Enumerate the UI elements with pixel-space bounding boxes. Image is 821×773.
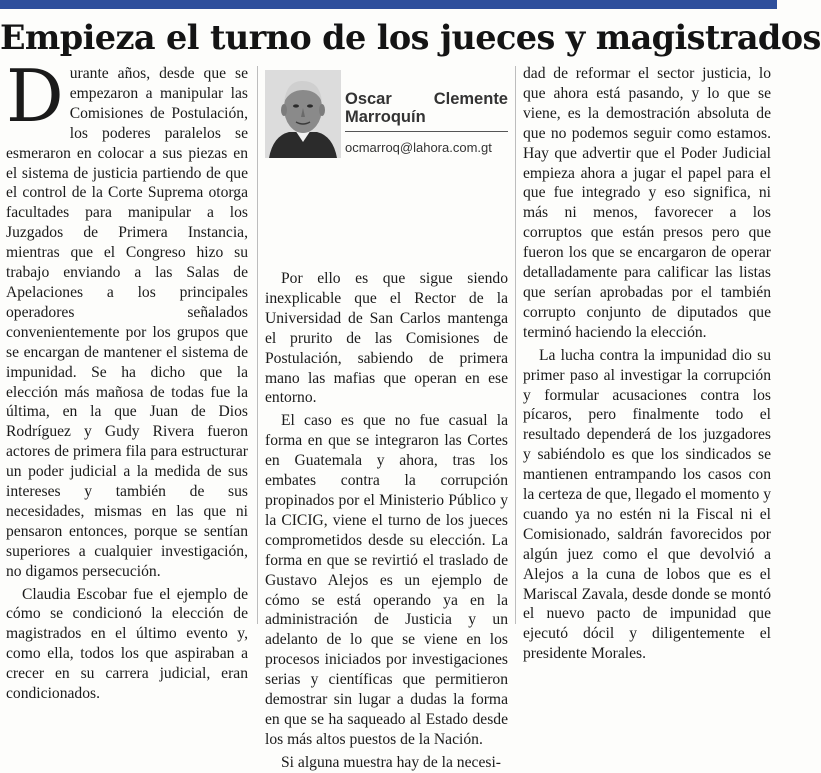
paragraph: Si alguna muestra hay de la necesi-: [281, 753, 501, 771]
article-column-3: [523, 64, 771, 663]
paragraph: Por ello es que sigue siendo inexplicable que el Rector de la Universidad de San Carlos mantenga el prurito de las Comisiones de Postulación, sabiendo de primera mano las mafias que operan en ese entorno.: [265, 270, 508, 407]
author-divider: [345, 131, 508, 132]
paragraph: [6, 54, 248, 582]
author-photo: [265, 70, 341, 158]
article-column-1: [6, 54, 248, 703]
column-divider: [257, 66, 258, 624]
headline: Empieza el turno de los jueces y magistrados: [0, 18, 821, 57]
paragraph: El caso es que no fue casual la forma en que se integraron las Cortes en Guatemala y ahora, tras los embates contra la corrupción propinados por el Ministerio Público y la CICIG, viene el turno de los jueces comprometidos desde su elección. La forma en que se revirtió el traslado de Gustavo Alejos es un ejemplo de cómo se está operando ya en la administración de Justicia y un adelanto de lo que se viene en los procesos iniciados por investigaciones serias y científicas que permitieron demostrar sin lugar a dudas la forma en que se ha saqueado al Estado desde los más altos puestos de la Nación.: [265, 412, 508, 748]
header-bar: [0, 0, 777, 9]
author-box: [265, 64, 508, 269]
author-portrait-icon: [265, 70, 341, 158]
drop-cap: D: [6, 54, 64, 138]
paragraph-text: urante años, desde que se empezaron a manipular las Comisiones de Postulación, los poderes paralelos se esmeraron en colocar a sus piezas en el sistema de justicia partiendo de que el control de la Corte Suprema otorga facultades para manipular a los Juzgados de Primera Instancia, mientras que el Congreso hizo su trabajo enviando a las Salas de Apelaciones a los principales operadores señalados convenientemente por los grupos que se encargan de mantener el sistema de impunidad. Se ha dicho que la elección más mañosa de todas fue la última, en la que Juan de Dios Rodríguez y Gudy Rivera fueron actores de primera fila para estructurar un poder judicial a la medida de sus intereses y también de sus necesidades, mismas en las que ni pensaron entonces, porque se sentían superiores a cualquier investigación, no digamos persecución.: [6, 65, 248, 580]
column-divider: [515, 66, 516, 624]
paragraph: Claudia Escobar fue el ejemplo de cómo se condicionó la elección de magistrados en el último evento y, como ella, todos los que aspiraban a crecer en su carrera judicial, eran condicionados.: [6, 585, 248, 703]
paragraph: La lucha contra la impunidad dio su primer paso al investigar la corrupción y formular acusaciones contra los pícaros, pero finalmente todo el resultado dependerá de los juzgadores y sabiéndolo es que los sindicados se mantienen entrampando los casos con la certeza de que, llegado el momento y cuando ya no estén ni la Fiscal ni el Comisionado, saldrán favorecidos por algún juez como el que devolvió a Alejos a la cuna de lobos que es el Mariscal Zavala, desde donde se montó el nuevo pacto de impunidad que ejecutó dócil y diligentemente el presidente Morales.: [523, 346, 771, 663]
article-column-2: [265, 64, 508, 771]
author-name: Oscar Clemente Marroquín: [345, 90, 508, 126]
paragraph: dad de reformar el sector justicia, lo que ahora está pasando, y lo que se viene, es la demostración absoluta de que no podemos seguir como estamos. Hay que advertir que el Poder Judicial empieza ahora a jugar el papel para el que fue integrado y eso significa, ni más ni menos, favorecer a los corruptos que están presos pero que fueron los que se encargaron de operar detalladamente para calificar las listas que serían aprobadas por el también corrupto conjunto de diputados que terminó haciendo la elección.: [523, 65, 771, 341]
author-email[interactable]: ocmarroq@lahora.com.gt: [345, 140, 492, 155]
